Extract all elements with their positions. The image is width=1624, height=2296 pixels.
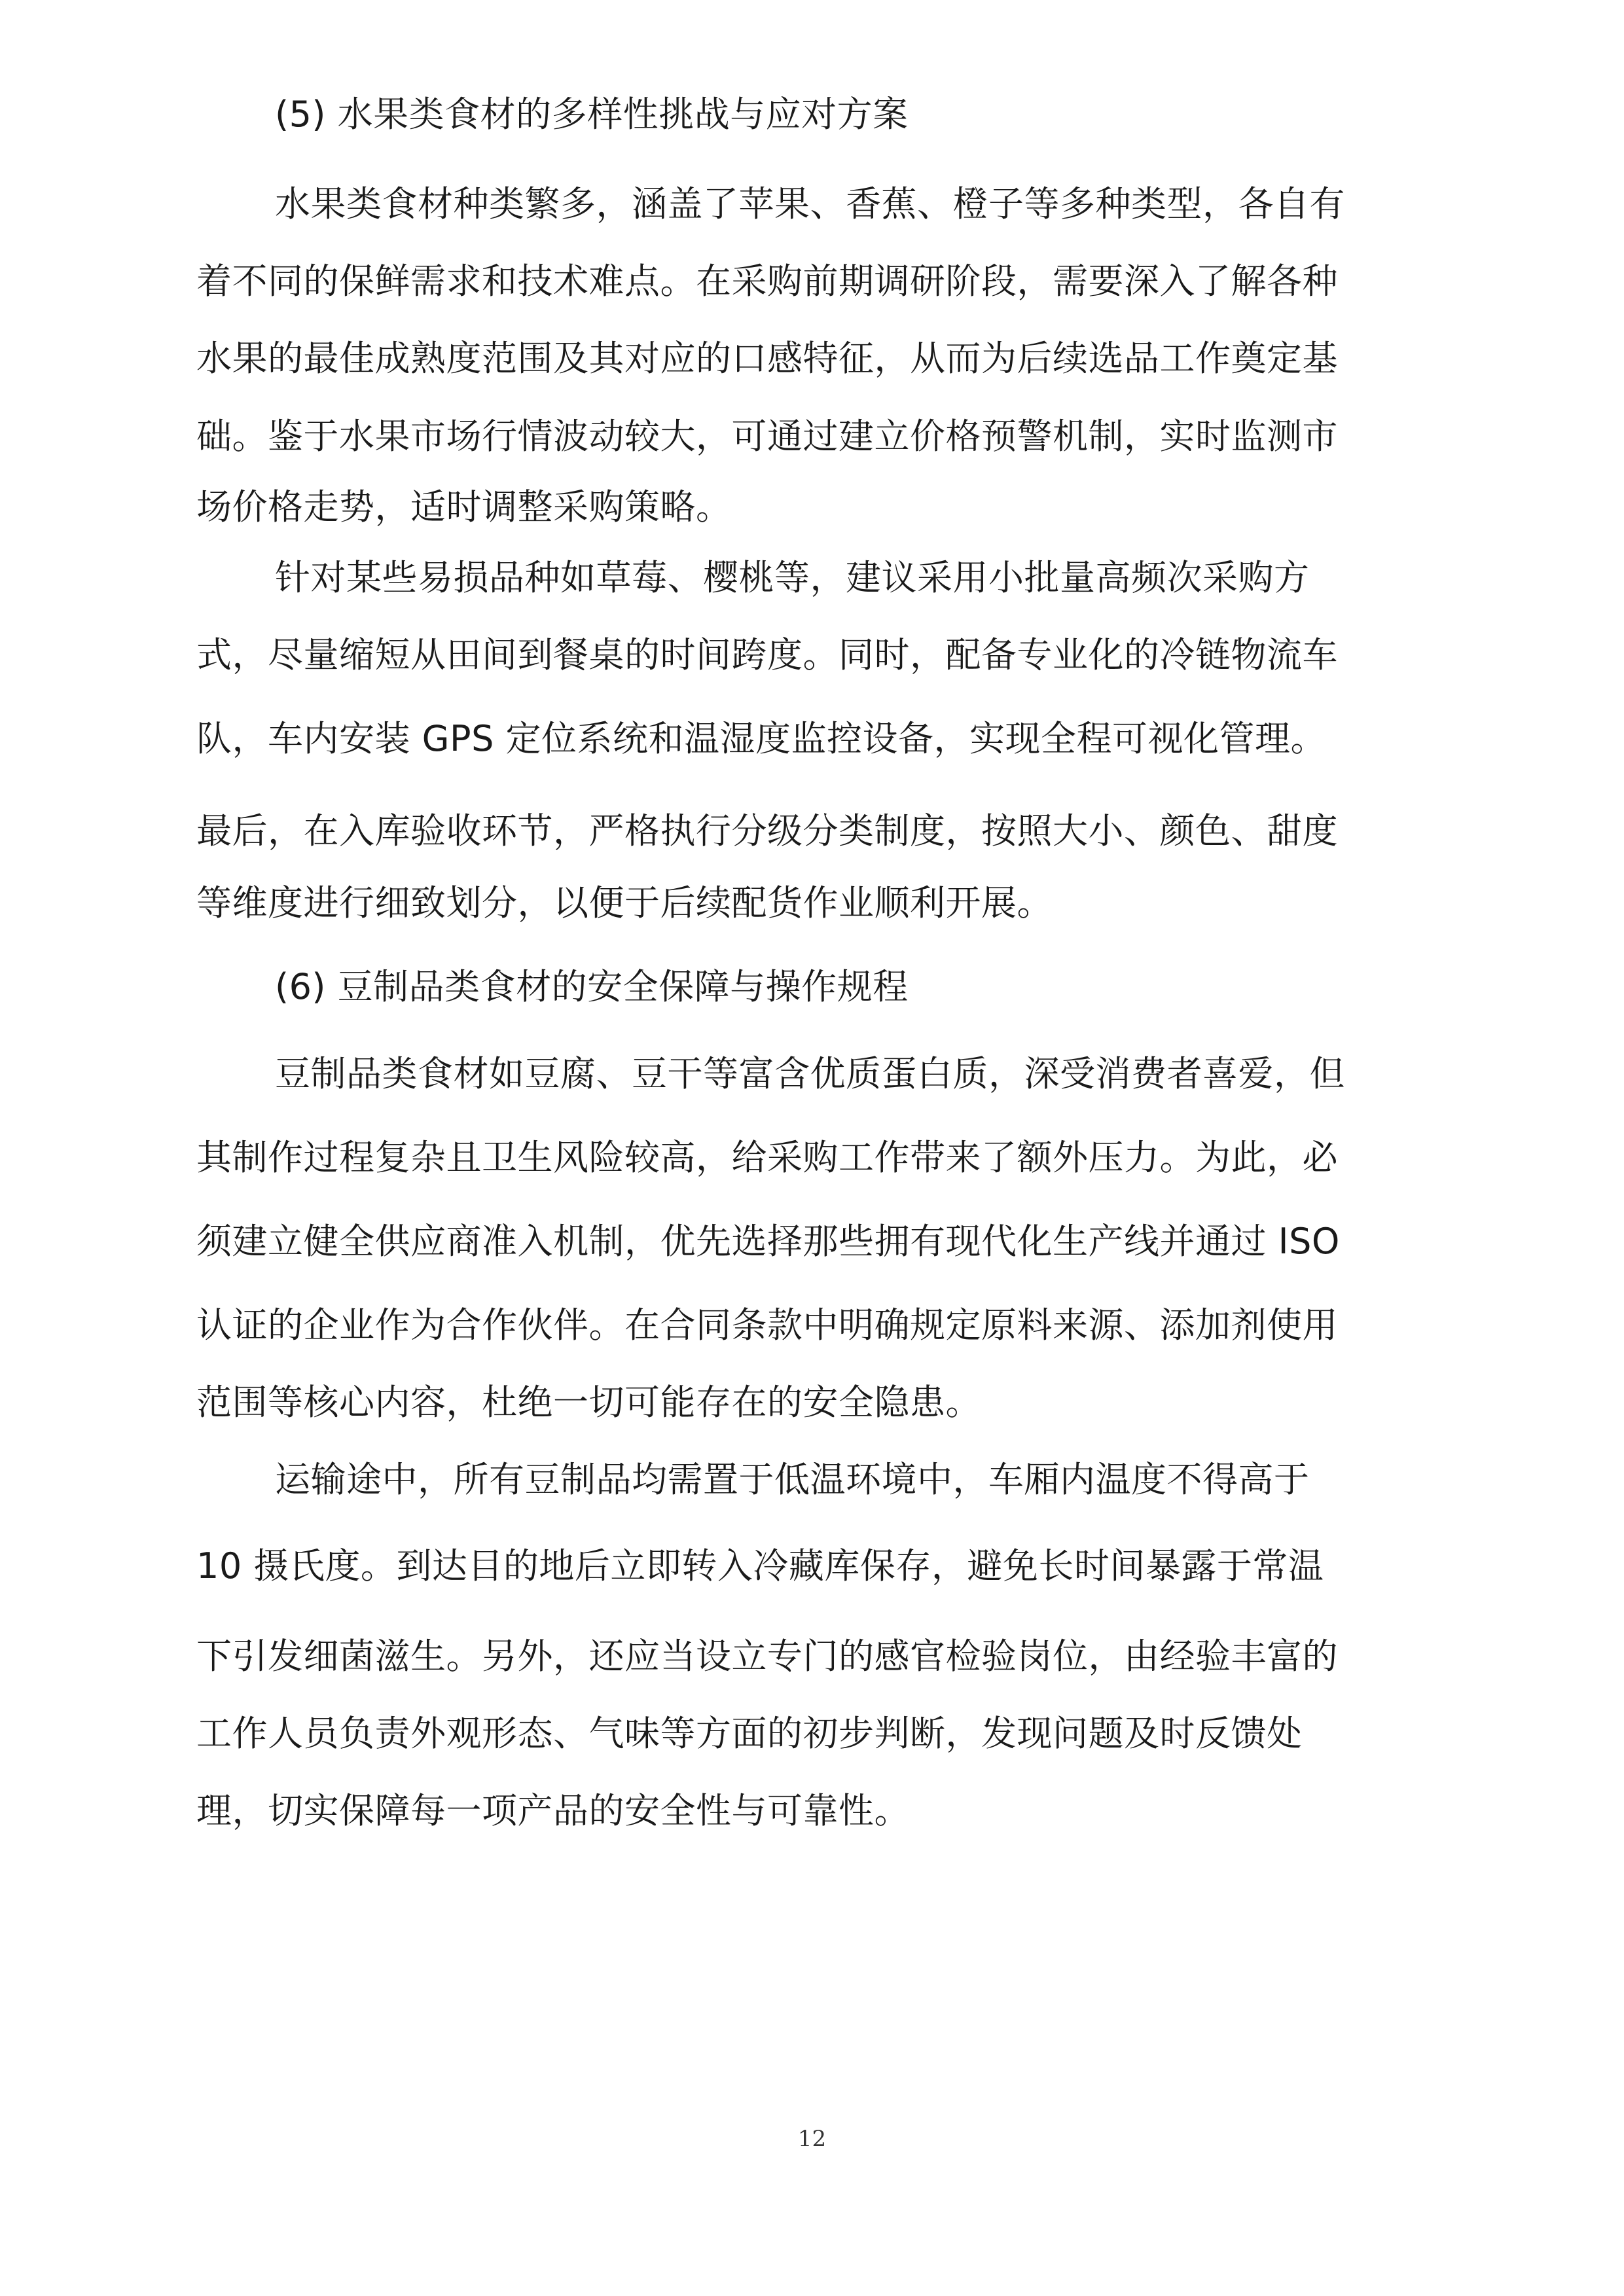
- paragraph-line: 着不同的保鲜需求和技术难点。在采购前期调研阶段，需要深入了解各种: [196, 260, 1338, 302]
- paragraph-line: 针对某些易损品种如草莓、樱桃等，建议采用小批量高频次采购方: [275, 557, 1310, 598]
- section-heading-6: (6) 豆制品类食材的安全保障与操作规程: [275, 966, 909, 1007]
- paragraph-line: 范围等核心内容，杜绝一切可能存在的安全隐患。: [196, 1382, 981, 1423]
- paragraph-line: 水果的最佳成熟度范围及其对应的口感特征，从而为后续选品工作奠定基: [196, 338, 1338, 379]
- paragraph-line: 认证的企业作为合作伙伴。在合同条款中明确规定原料来源、添加剂使用: [196, 1304, 1338, 1346]
- paragraph-line: 础。鉴于水果市场行情波动较大，可通过建立价格预警机制，实时监测市: [196, 416, 1338, 457]
- paragraph-line: 下引发细菌滋生。另外，还应当设立专门的感官检验岗位，由经验丰富的: [196, 1636, 1338, 1677]
- paragraph-line: 10 摄氏度。到达目的地后立即转入冷藏库保存，避免长时间暴露于常温: [196, 1545, 1324, 1587]
- paragraph-line: 工作人员负责外观形态、气味等方面的初步判断，发现问题及时反馈处: [196, 1713, 1303, 1754]
- paragraph-line: 式，尽量缩短从田间到餐桌的时间跨度。同时，配备专业化的冷链物流车: [196, 634, 1338, 675]
- paragraph-line: 水果类食材种类繁多，涵盖了苹果、香蕉、橙子等多种类型，各自有: [275, 183, 1345, 224]
- paragraph-line: 场价格走势，适时调整采购策略。: [196, 486, 732, 528]
- paragraph-line: 须建立健全供应商准入机制，优先选择那些拥有现代化生产线并通过 ISO: [196, 1221, 1340, 1262]
- paragraph-line: 其制作过程复杂且卫生风险较高，给采购工作带来了额外压力。为此，必: [196, 1137, 1338, 1178]
- page-number: 12: [797, 2126, 827, 2152]
- paragraph-line: 队，车内安装 GPS 定位系统和温湿度监控设备，实现全程可视化管理。: [196, 718, 1327, 759]
- paragraph-line: 等维度进行细致划分，以便于后续配货作业顺利开展。: [196, 882, 1053, 924]
- paragraph-line: 豆制品类食材如豆腐、豆干等富含优质蛋白质，深受消费者喜爱，但: [275, 1053, 1345, 1094]
- section-heading-5: (5) 水果类食材的多样性挑战与应对方案: [275, 94, 909, 135]
- paragraph-line: 理，切实保障每一项产品的安全性与可靠性。: [196, 1790, 910, 1831]
- paragraph-line: 最后，在入库验收环节，严格执行分级分类制度，按照大小、颜色、甜度: [196, 810, 1338, 852]
- paragraph-line: 运输途中，所有豆制品均需置于低温环境中，车厢内温度不得高于: [275, 1459, 1310, 1500]
